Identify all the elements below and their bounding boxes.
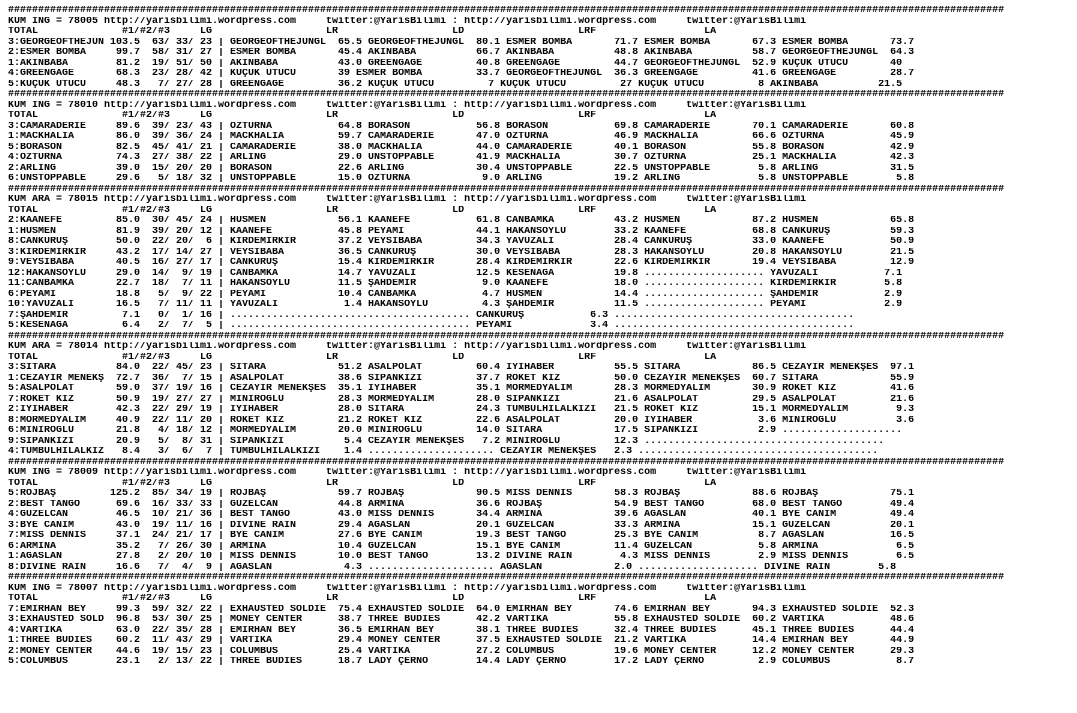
table-row: 2:İYİHABER 42.3 22/ 29/ 19 | İYİHABER 28.0 SİTARA 24.3 TUMBULHILALKIZI 21.5 ROKET KIZ 15.1 MORMEDYALIM 9.3 xyxy=(8,405,915,415)
table-row: 1:THREE BUDIES 60.2 11/ 43/ 29 | VARTİKA 29.4 MONEY CENTER 37.5 EXHAUSTED SOLDIE 21.2 VARTİKA 14.4 EMİRHAN BEY 44.9 xyxy=(8,636,915,646)
column-header: TOTAL #1/#2/#3 LG LR LD LRF LA xyxy=(8,111,717,121)
column-header: TOTAL #1/#2/#3 LG LR LD LRF LA xyxy=(8,594,717,604)
table-row: 1:AKINBABA 81.2 19/ 51/ 50 | AKINBABA 43.0 GREENGAGE 40.8 GREENGAGE 44.7 GEORGEOFTHEJUNGL 52.9 KÜÇÜK ÜTÜCÜ 40 xyxy=(8,58,903,69)
table-row: 9:VEYSİBABA 40.5 16/ 27/ 17 | CANKURUŞ 15.4 KIRDEMİRKIR 28.4 KIRDEMİRKIR 22.6 KIRDEMİRKIR 19.4 VEYSİBABA 12.9 xyxy=(8,258,915,268)
race-header: KUM ING = 78007 http://yarisbilimi.wordpress.com twitter:@YarisBilimi : http://yarisbilimi.wordpress.com twitter:@YarisBilimi xyxy=(8,583,807,594)
table-row: 1:CEZAYİR MENEKŞ 72.7 36/ 7/ 15 | ASALPOLAT 38.6 SİPANKIZI 37.7 ROKET KIZ 50.0 CEZAYİR MENEKŞES 60.7 SİTARA 55.9 xyxy=(8,373,915,384)
table-row: 3:SİTARA 84.0 22/ 45/ 23 | SİTARA 51.2 ASALPOLAT 60.4 İYİHABER 55.5 SİTARA 86.5 CEZAYİR MENEKŞES 97.1 xyxy=(8,363,915,373)
column-header: TOTAL #1/#2/#3 LG LR LD LRF LA xyxy=(8,478,717,489)
table-row: 6:UNSTOPPABLE 29.6 5/ 18/ 32 | UNSTOPPABLE 15.0 ÖZTURNA 9.0 ARLING 19.2 ARLING 5.8 UNSTOPPABLE 5.8 xyxy=(8,174,915,184)
table-row: 4:TUMBULHILALKIZ 8.4 3/ 6/ 7 | TUMBULHILALKIZI 1.4 ..................... CEZAYİR MENEKŞES 2.3 ........................................ xyxy=(8,447,879,457)
table-row: 8:DIVINE RAIN 16.6 7/ 4/ 9 | AĞASLAN 4.3 ..................... AĞASLAN 2.0 .................... DIVINE RAIN 5.8 xyxy=(8,562,897,573)
race-header: KUM ARA = 78014 http://yarisbilimi.wordpress.com twitter:@YarisBilimi : http://yarisbilimi.wordpress.com twitter:@YarisBilimi xyxy=(8,342,807,352)
table-row: 7:ŞAHDEMİR 7.1 0/ 1/ 16 | ........................................ CANKURUŞ 6.3 ........................................ xyxy=(8,310,855,321)
table-row: 5:KESENAĞA 6.4 2/ 7/ 5 | ........................................ PEYAMİ 3.4 ........................................ xyxy=(8,321,855,331)
column-header: TOTAL #1/#2/#3 LG LR LD LRF LA xyxy=(8,205,717,216)
column-header: TOTAL #1/#2/#3 LG LR LD LRF LA xyxy=(8,27,717,37)
table-row: 4:GÜZELCAN 46.5 10/ 21/ 36 | BEST TANGO 43.0 MISS DENNIS 34.4 ARMINA 39.6 AĞASLAN 40.1 BYE CANIM 49.4 xyxy=(8,510,915,520)
table-row: 2:ARLING 39.0 15/ 20/ 20 | BORASON 22.6 ARLING 30.4 UNSTOPPABLE 22.5 UNSTOPPABLE 5.8 ARLING 31.5 xyxy=(8,163,915,174)
table-row: 12:HAKANSOYLU 29.0 14/ 9/ 19 | CANBAMKA 14.7 YAVUZALİ 12.5 KESENAĞA 19.8 .................... YAVUZALİ 7.1 xyxy=(8,268,903,279)
column-header: TOTAL #1/#2/#3 LG LR LD LRF LA xyxy=(8,352,717,363)
table-row: 4:GREENGAGE 68.3 23/ 28/ 42 | KÜÇÜK ÜTÜCÜ 39 ESMER BOMBA 33.7 GEORGEOFTHEJUNGL 36.3 GREENGAGE 41.6 GREENGAGE 28.7 xyxy=(8,69,915,79)
table-row: 7:EMİRHAN BEY 99.3 59/ 32/ 22 | EXHAUSTED SOLDIE 75.4 EXHAUSTED SOLDIE 64.0 EMİRHAN BEY 74.6 EMİRHAN BEY 94.3 EXHAUSTED SOLDIE 52.3 xyxy=(8,604,915,615)
table-row: 7:MISS DENNIS 37.1 24/ 21/ 17 | BYE CANIM 27.6 BYE CANIM 19.3 BEST TANGO 25.3 BYE CANIM 8.7 AĞASLAN 16.5 xyxy=(8,531,915,541)
table-row: 6:PEYAMİ 18.8 5/ 9/ 22 | PEYAMİ 10.4 CANBAMKA 4.7 HÜSMEN 14.4 .................... ŞAHDEMİR 2.9 xyxy=(8,289,903,300)
table-row: 3:BYE CANIM 43.0 19/ 11/ 16 | DIVINE RAIN 29.4 AĞASLAN 20.1 GÜZELCAN 33.3 ARMINA 15.1 GÜZELCAN 20.1 xyxy=(8,520,915,531)
race-header: KUM ING = 78009 http://yarisbilimi.wordpress.com twitter:@YarisBilimi : http://yarisbilimi.wordpress.com twitter:@YarisBilimi xyxy=(8,468,807,478)
table-row: 3:CAMARADERIE 89.6 39/ 23/ 43 | ÖZTURNA 64.8 BORASON 56.8 BORASON 69.8 CAMARADERIE 70.1 CAMARADERIE 60.8 xyxy=(8,121,915,132)
table-row: 3:EXHAUSTED SOLD 96.8 53/ 30/ 25 | MONEY CENTER 38.7 THREE BUDIES 42.2 VARTİKA 55.8 EXHAUSTED SOLDIE 60.2 VARTİKA 48.6 xyxy=(8,615,915,625)
race-header: KUM ING = 78005 http://yarisbilimi.wordpress.com twitter:@YarisBilimi : http://yarisbilimi.wordpress.com twitter:@YarisBilimi xyxy=(8,16,807,27)
table-row: 9:SİPANKIZI 20.9 5/ 8/ 31 | SİPANKIZI 5.4 CEZAYİR MENEKŞES 7.2 MİNİROĞLU 12.3 ........................................ xyxy=(8,436,885,447)
table-row: 6:MİNİROĞLU 21.8 4/ 18/ 12 | MORMEDYALIM 20.0 MİNİROĞLU 14.0 SİTARA 17.5 SİPANKIZI 2.9 .................... xyxy=(8,426,903,436)
table-row: 1:AĞASLAN 27.8 2/ 20/ 10 | MISS DENNIS 10.0 BEST TANGO 13.2 DIVINE RAIN 4.3 MISS DENNIS 2.9 MISS DENNIS 6.5 xyxy=(8,552,915,562)
table-row: 1:MACKHALIA 86.0 39/ 36/ 24 | MACKHALIA 59.7 CAMARADERIE 47.0 ÖZTURNA 46.9 MACKHALIA 66.6 ÖZTURNA 45.9 xyxy=(8,132,915,142)
table-row: 7:ROKET KIZ 50.9 19/ 27/ 27 | MİNİROĞLU 28.3 MORMEDYALIM 28.0 SİPANKIZI 21.6 ASALPOLAT 29.5 ASALPOLAT 21.6 xyxy=(8,394,915,405)
table-row: 1:HÜSMEN 81.9 39/ 20/ 12 | KAANEFE 45.8 PEYAMİ 44.1 HAKANSOYLU 33.2 KAANEFE 68.8 CANKURUŞ 59.3 xyxy=(8,226,915,237)
section-divider: ###################################################################################################################################################################### xyxy=(8,331,1005,342)
table-row: 8:MORMEDYALIM 40.9 22/ 11/ 20 | ROKET KIZ 21.2 ROKET KIZ 22.6 ASALPOLAT 20.0 İYİHABER 3.6 MİNİROĞLU 3.6 xyxy=(8,415,915,426)
table-row: 3:KIRDEMİRKIR 43.2 17/ 14/ 27 | VEYSİBABA 36.5 CANKURUŞ 30.0 VEYSİBABA 28.3 HAKANSOYLU 20.8 HAKANSOYLU 21.5 xyxy=(8,247,915,258)
section-divider: ###################################################################################################################################################################### xyxy=(8,573,1005,583)
table-row: 2:MONEY CENTER 44.6 19/ 15/ 23 | COLUMBUS 25.4 VARTİKA 27.2 COLUMBUS 19.6 MONEY CENTER 12.2 MONEY CENTER 29.3 xyxy=(8,646,915,657)
table-row: 4:VARTİKA 63.0 22/ 35/ 28 | EMİRHAN BEY 36.5 EMİRHAN BEY 38.1 THREE BUDIES 32.4 THREE BUDIES 45.1 THREE BUDIES 44.4 xyxy=(8,625,915,636)
section-divider: ###################################################################################################################################################################### xyxy=(8,457,1005,468)
table-row: 11:CANBAMKA 22.7 18/ 7/ 11 | HAKANSOYLU 11.5 ŞAHDEMİR 9.0 KAANEFE 18.0 .................... KIRDEMİRKIR 5.8 xyxy=(8,279,903,289)
table-row: 4:ÖZTURNA 74.3 27/ 38/ 22 | ARLING 29.0 UNSTOPPABLE 41.9 MACKHALIA 30.7 ÖZTURNA 25.1 MACKHALIA 42.3 xyxy=(8,153,915,163)
table-row: 5:COLUMBUS 23.1 2/ 13/ 22 | THREE BUDIES 18.7 LADY ÇERNO 14.4 LADY ÇERNO 17.2 LADY ÇERNO 2.9 COLUMBUS 8.7 xyxy=(8,657,915,667)
table-row: 5:ASALPOLAT 59.0 37/ 19/ 16 | CEZAYİR MENEKŞES 35.1 İYİHABER 35.1 MORMEDYALIM 28.3 MORMEDYALIM 30.9 ROKET KIZ 41.6 xyxy=(8,384,915,394)
race-header: KUM ARA = 78015 http://yarisbilimi.wordpress.com twitter:@YarisBilimi : http://yarisbilimi.wordpress.com twitter:@YarisBilimi xyxy=(8,195,807,205)
section-divider: ###################################################################################################################################################################### xyxy=(8,6,1005,16)
table-row: 2:ESMER BOMBA 99.7 58/ 31/ 27 | ESMER BOMBA 45.4 AKINBABA 66.7 AKINBABA 48.8 AKINBABA 58.7 GEORGEOFTHEJUNGL 64.3 xyxy=(8,48,915,58)
table-row: 2:BEST TANGO 69.6 16/ 33/ 33 | GÜZELCAN 44.8 ARMINA 36.6 ROJBAŞ 54.9 BEST TANGO 68.0 BEST TANGO 49.4 xyxy=(8,499,915,510)
table-row: 2:KAANEFE 85.0 30/ 45/ 24 | HÜSMEN 56.1 KAANEFE 61.8 CANBAMKA 43.2 HÜSMEN 87.2 HÜSMEN 65.8 xyxy=(8,216,915,226)
table-row: 8:CANKURUŞ 50.0 22/ 20/ 6 | KIRDEMİRKIR 37.2 VEYSİBABA 34.3 YAVUZALİ 28.4 CANKURUŞ 33.0 KAANEFE 50.9 xyxy=(8,237,915,247)
table-row: 5:KÜÇÜK ÜTÜCÜ 48.3 7/ 27/ 28 | GREENGAGE 36.2 KÜÇÜK ÜTÜCÜ 7 KÜÇÜK ÜTÜCÜ 27 KÜÇÜK ÜTÜCÜ 8 AKINBABA 21.5 xyxy=(8,79,903,90)
section-divider: ###################################################################################################################################################################### xyxy=(8,90,1005,100)
section-divider: ###################################################################################################################################################################### xyxy=(8,184,1005,195)
table-row: 5:BORASON 82.5 45/ 41/ 21 | CAMARADERIE 38.0 MACKHALIA 44.0 CAMARADERIE 40.1 BORASON 55.8 BORASON 42.9 xyxy=(8,142,915,153)
table-row: 10:YAVUZALİ 16.5 7/ 11/ 11 | YAVUZALİ 1.4 HAKANSOYLU 4.3 ŞAHDEMİR 11.5 .................... PEYAMİ 2.9 xyxy=(8,300,903,310)
race-header: KUM ING = 78010 http://yarisbilimi.wordpress.com twitter:@YarisBilimi : http://yarisbilimi.wordpress.com twitter:@YarisBilimi xyxy=(8,100,807,111)
table-row: 5:ROJBAŞ 125.2 85/ 34/ 19 | ROJBAŞ 59.7 ROJBAŞ 90.5 MISS DENNIS 58.3 ROJBAŞ 88.6 ROJBAŞ 75.1 xyxy=(8,489,915,499)
table-row: 6:ARMINA 35.2 7/ 26/ 30 | ARMINA 10.4 GÜZELCAN 15.1 BYE CANIM 11.4 GÜZELCAN 5.8 ARMINA 6.5 xyxy=(8,541,915,552)
table-row: 3:GEORGEOFTHEJUN 103.5 63/ 33/ 23 | GEORGEOFTHEJUNGL 65.5 GEORGEOFTHEJUNGL 80.1 ESMER BOMBA 71.7 ESMER BOMBA 67.3 ESMER BOMBA 73.7 xyxy=(8,37,915,48)
